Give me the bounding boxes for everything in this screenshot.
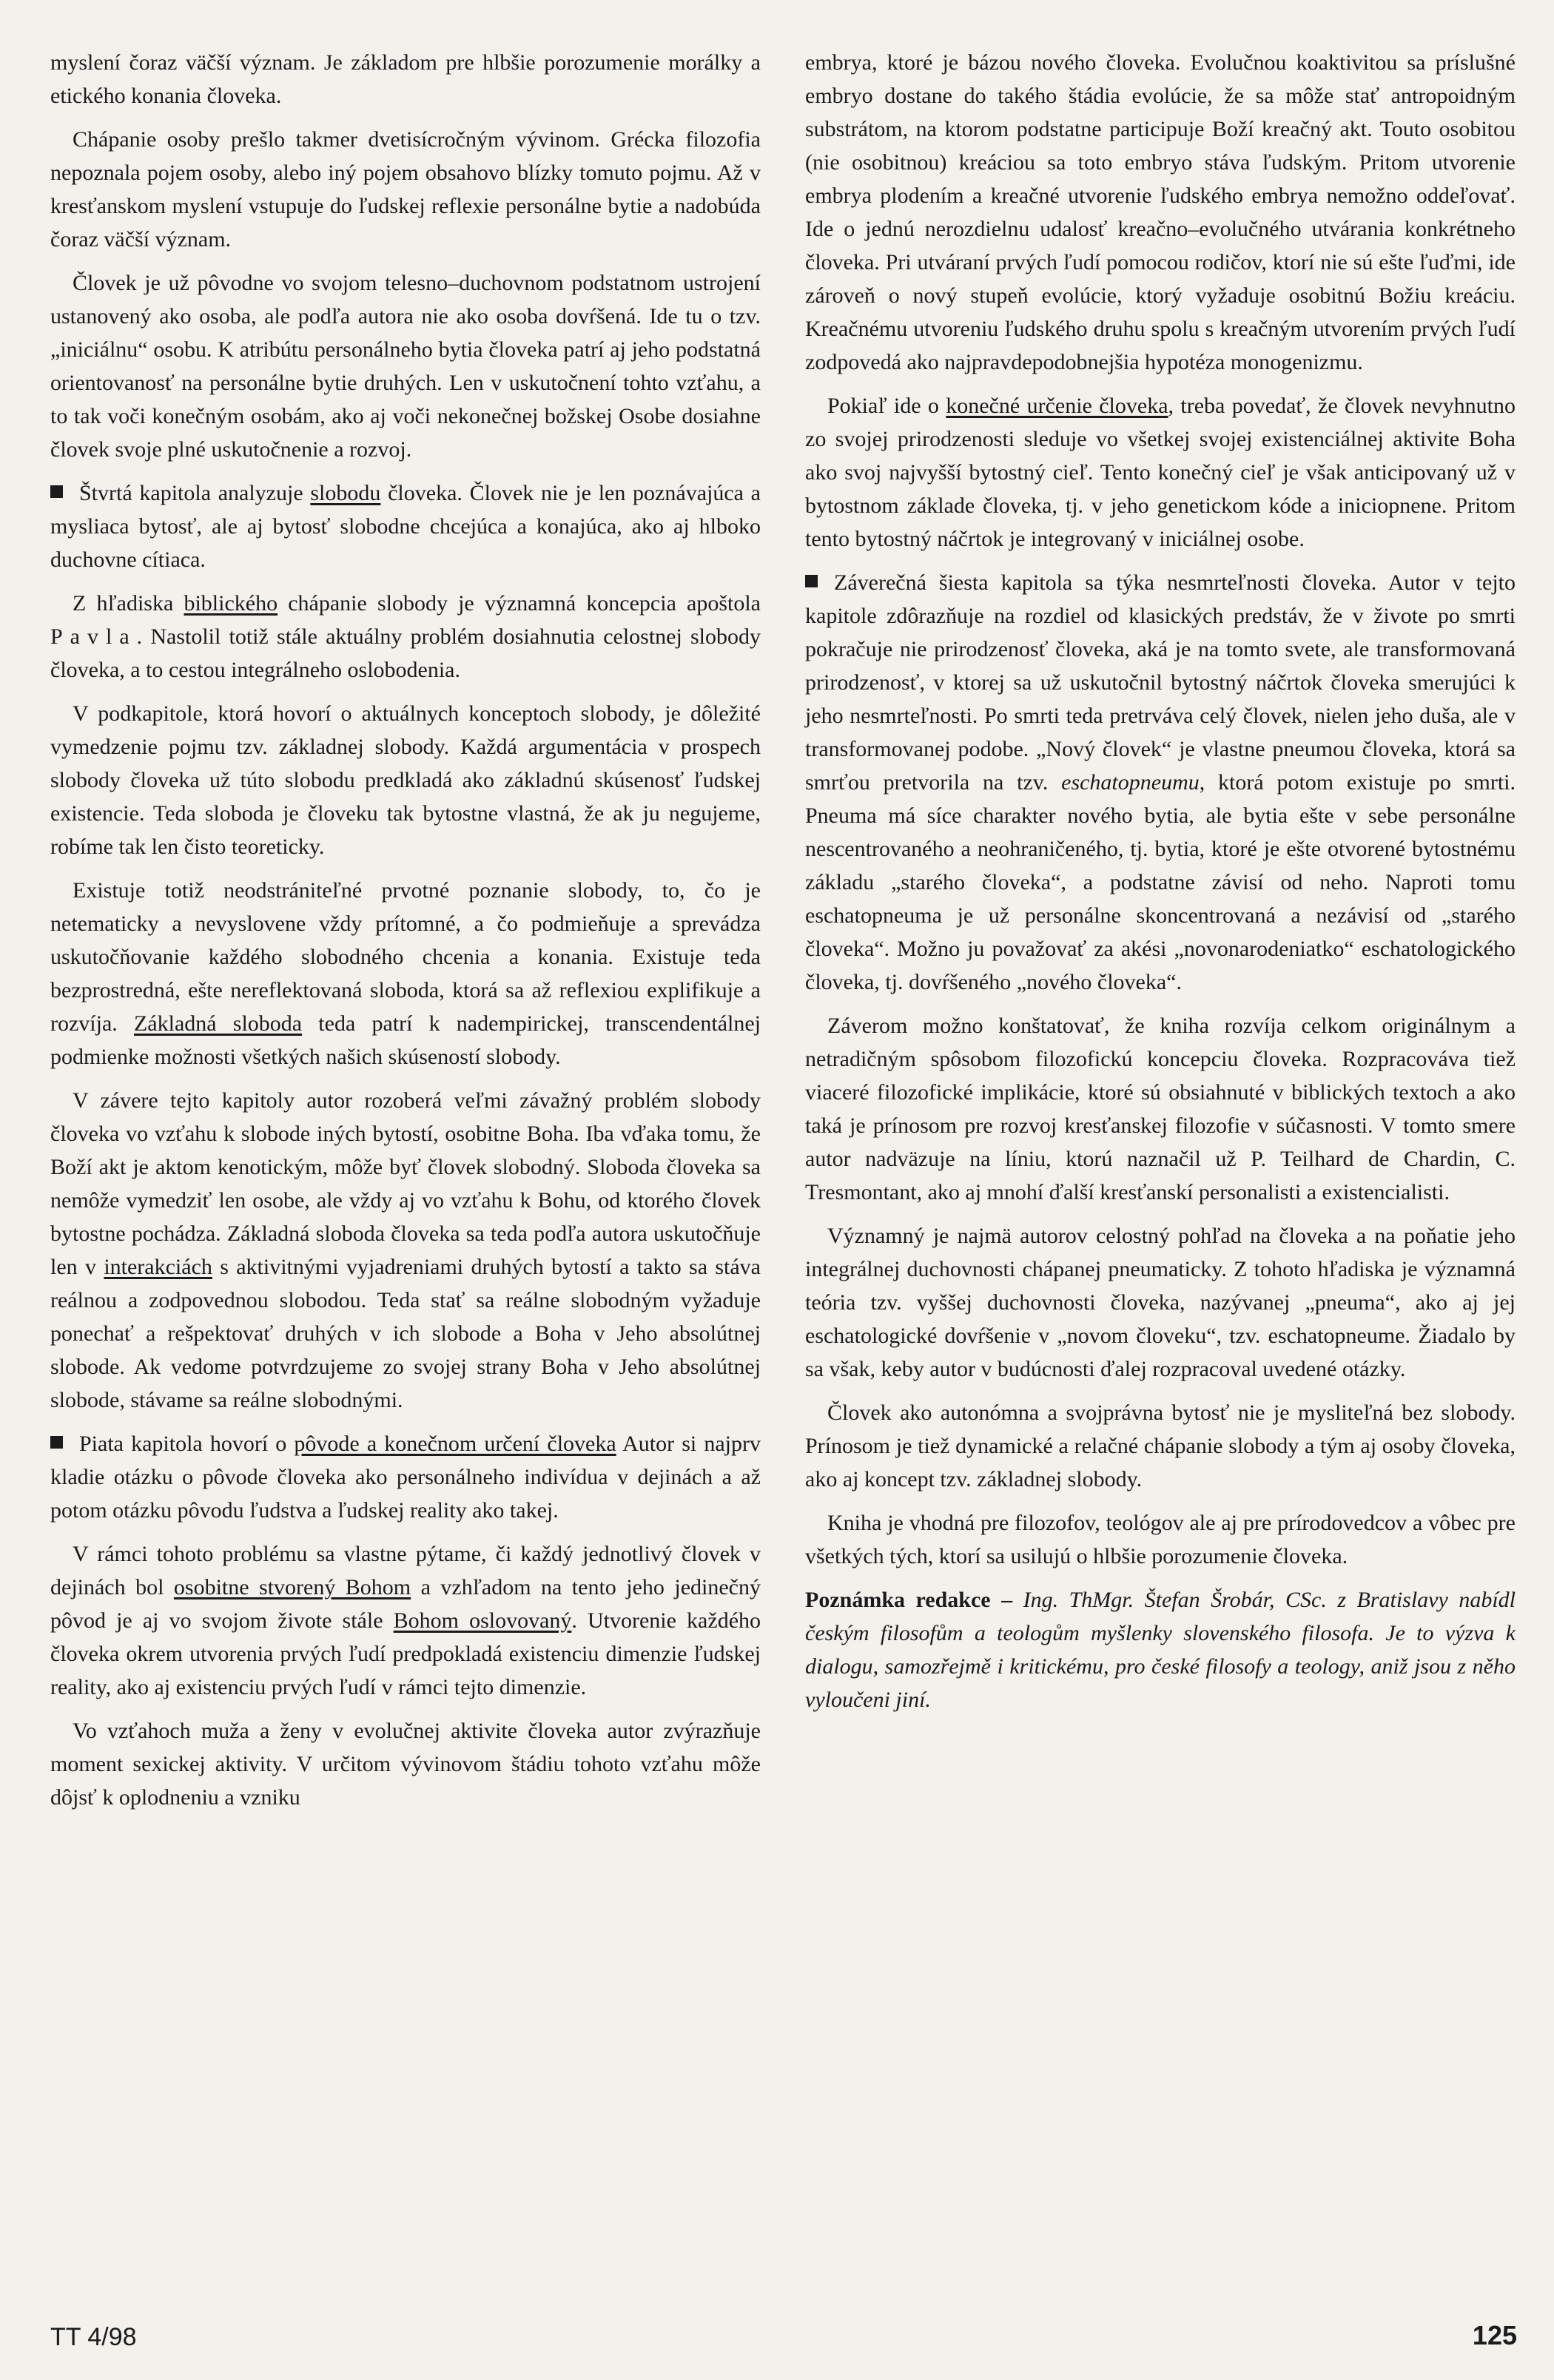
section-paragraph: Piata kapitola hovorí o pôvode a konečnom určení človeka Autor si najprv kladie otázku o pôvode človeka ako personálneho indivídua v dejinách a až potom otázku pôvodu ľudstva a ľudskej reality ako takej.	[50, 1432, 761, 1523]
editorial-note-label: Poznámka redakce –	[805, 1588, 1013, 1612]
paragraph: Kniha je vhodná pre filozofov, teológov ale aj pre prírodovedcov a vôbec pre všetkých tých, ktorí sa usilujú o hlbšie porozumenie človeka.	[805, 1511, 1516, 1568]
italic-term: eschatopneumu	[1061, 770, 1200, 795]
section-paragraph: Štvrtá kapitola analyzuje slobodu človeka. Človek nie je len poznávajúca a mysliaca bytosť, ale aj bytosť slobodne chcejúca a konajúca, ako aj hlboko duchovne cítiaca.	[50, 481, 761, 572]
underlined-term: slobodu	[310, 481, 381, 505]
paragraph: Človek je už pôvodne vo svojom telesno–duchovnom podstatnom ustrojení ustanovený ako osoba, ale podľa autora nie ako osoba dovŕšená. Ide tu o tzv. „iniciálnu“ osobu. K atribútu personálneho bytia človeka patrí aj jeho podstatná orientovanosť na personálne bytie druhých. Len v uskutočnení tohto vzťahu, a to tak voči konečným osobám, ako aj voči nekonečnej božskej Osobe dosiahne človek svoje plné uskutočnenie a rozvoj.	[50, 271, 761, 462]
underlined-term: biblického	[184, 591, 278, 616]
right-column	[805, 46, 1516, 1727]
paragraph: Pokiaľ ide o konečné určenie človeka, treba povedať, že človek nevyhnutno zo svojej prirodzenosti sleduje vo všetkej svojej existenciálnej aktivite Boha ako svoj najvyšší bytostný cieľ. Tento konečný cieľ je však anticipovaný už v bytostnom základe človeka, tj. v jeho genetickom kóde a iniciopnene. Pritom tento bytostný náčrtok je integrovaný v iniciálnej osobe.	[805, 394, 1516, 551]
underlined-term: pôvode a konečnom určení človeka	[294, 1432, 616, 1456]
underlined-term: Základná sloboda	[133, 1011, 303, 1036]
section-marker-icon	[50, 1436, 63, 1449]
issue-label: TT 4/98	[50, 2323, 137, 2351]
paragraph: V podkapitole, ktorá hovorí o aktuálnych konceptoch slobody, je dôležité vymedzenie pojmu tzv. základnej slobody. Každá argumentácia v prospech slobody človeka už túto slobodu predkladá ako základnú skúsenosť ľudskej existencie. Teda sloboda je človeku tak bytostne vlastná, že ak ju negujeme, robíme tak len čisto teoreticky.	[50, 701, 761, 859]
paragraph: Človek ako autonómna a svojprávna bytosť nie je mysliteľná bez slobody. Prínosom je tiež dynamické a relačné chápanie slobody a tým aj osoby človeka, ako aj koncept tzv. základnej slobody.	[805, 1400, 1516, 1491]
paragraph: V závere tejto kapitoly autor rozoberá veľmi závažný problém slobody človeka vo vzťahu k slobode iných bytostí, osobitne Boha. Iba vďaka tomu, že Boží akt je aktom kenotickým, môže byť človek slobodný. Sloboda človeka sa nemôže vymedziť len osobe, ale vždy aj vo vzťahu k Bohu, od ktorého človek bytostne pochádza. Základná sloboda človeka sa teda podľa autora uskutočňuje len v interakciách s aktivitnými vyjadreniami druhých bytostí a takto sa stáva reálnou a zodpovednou slobodou. Teda stať sa reálne slobodným vyžaduje ponechať a rešpektovať druhých v ich slobode a Boha v Jeho absolútnej slobode. Ak vedome potvrdzujeme zo svojej strany Boha v Jeho absolútnej slobode, stávame sa reálne slobodnými.	[50, 1088, 761, 1412]
paragraph: Z hľadiska biblického chápanie slobody je významná koncepcia apoštola Pavla. Nastolil totiž stále aktuálny problém dosiahnutia celostnej slobody človeka, a to cestou integrálneho oslobodenia.	[50, 591, 761, 682]
name-pavla: Pavla	[50, 624, 137, 649]
paragraph: V rámci tohoto problému sa vlastne pýtame, či každý jednotlivý človek v dejinách bol osobitne stvorený Bohom a vzhľadom na tento jeho jedinečný pôvod je aj vo svojom živote stále Bohom oslovovaný. Utvorenie každého človeka okrem utvorenia prvých ľudí predpokladá existenciu dimenzie ľudskej reality, ako aj existenciu prvých ľudí v rámci tejto dimenzie.	[50, 1542, 761, 1699]
section-marker-icon	[805, 575, 818, 587]
section-marker-icon	[50, 485, 63, 498]
section-paragraph: Záverečná šiesta kapitola sa týka nesmrteľnosti človeka. Autor v tejto kapitole zdôrazňuje na rozdiel od klasických predstáv, že v živote po smrti pokračuje nie prirodzenosť človeka, aká je na tomto svete, ale transformovaná prirodzenosť, v ktorej sa už uskutočnil bytostný náčrtok človeka smerujúci k jeho nesmrteľnosti. Po smrti teda pretrváva celý človek, nielen jeho duša, ale v transformovanej podobe. „Nový človek“ je vlastne pneumou človeka, ktorá sa smrťou pretvorila na tzv. eschatopneumu, ktorá potom existuje po smrti. Pneuma má síce charakter nového bytia, ale bytia ešte v sebe personálne nescentrovaného a neohraničeného, tj. bytia, ktoré je ešte otvorené bytostnému základu „starého človeka“, a podstatne závisí od neho. Naproti tomu eschatopneuma je už personálne skoncentrovaná a nezávisí od „starého človeka“. Možno ju považovať za akési „novonarodeniatko“ eschatologického človeka, tj. dovŕšeného „nového človeka“.	[805, 570, 1516, 994]
underlined-term: interakciách	[104, 1255, 212, 1279]
paragraph: Významný je najmä autorov celostný pohľad na človeka a na poňatie jeho integrálnej duchovnosti chápanej pneumaticky. Z tohoto hľadiska je významná teória tzv. vyššej duchovnosti človeka, nazývanej „pneuma“, ako aj jej eschatologické dovŕšenie v „novom človeku“, tzv. eschatopneume. Žiadalo by sa však, keby autor v budúcnosti ďalej rozpracoval uvedené otázky.	[805, 1224, 1516, 1381]
page-number: 125	[1472, 2320, 1517, 2350]
editorial-note: Poznámka redakce – Ing. ThMgr. Štefan Šrobár, CSc. z Bratislavy nabídl českým filosofům a teologům myšlenky slovenského filosofa. Je to výzva k dialogu, samozřejmě i kritickému, pro české filosofy a teology, aniž jsou z něho vyloučeni jiní.	[805, 1588, 1516, 1712]
paragraph: Vo vzťahoch muža a ženy v evolučnej aktivite človeka autor zvýrazňuje moment sexickej aktivity. V určitom vývinovom štádiu tohoto vzťahu môže dôjsť k oplodneniu a vzniku	[50, 1719, 761, 1810]
paragraph: Existuje totiž neodstrániteľné prvotné poznanie slobody, to, čo je netematicky a nevyslovene vždy prítomné, a čo podmieňuje a sprevádza uskutočňovanie každého slobodného chcenia a konania. Existuje teda bezprostredná, ešte nereflektovaná sloboda, ktorá sa až reflexiou explifikuje a rozvíja. Základná sloboda teda patrí k nadempirickej, transcendentálnej podmienke možnosti všetkých našich skúseností slobody.	[50, 878, 761, 1069]
underlined-term: konečné určenie človeka	[946, 394, 1168, 418]
paragraph: Záverom možno konštatovať, že kniha rozvíja celkom originálnym a netradičným spôsobom filozofickú koncepciu človeka. Rozpracováva tiež viaceré filozofické implikácie, ktoré sú obsiahnuté v biblických textoch a ako taká je prínosom pre rozvoj kresťanskej filozofie v súčasnosti. V tomto smere autor nadväzuje na líniu, ktorú naznačil už P. Teilhard de Chardin, C. Tresmontant, ako aj mnohí ďalší kresťanskí personalisti a existencialisti.	[805, 1014, 1516, 1204]
underlined-term: Bohom oslovovaný	[393, 1608, 572, 1633]
underlined-term: osobitne stvorený Bohom	[173, 1575, 411, 1599]
paragraph: Chápanie osoby prešlo takmer dvetisícročným vývinom. Grécka filozofia nepoznala pojem osoby, alebo iný pojem obsahovo blízky tomuto pojmu. Až v kresťanskom myslení vstupuje do ľudskej reflexie personálne bytie a nadobúda čoraz väčší význam.	[50, 127, 761, 252]
paragraph: embrya, ktoré je bázou nového človeka. Evolučnou koaktivitou sa príslušné embryo dostane do takého štádia evolúcie, že sa môže stať antropoidným substrátom, na ktorom podstatne participuje Boží kreačný akt. Touto osobitou (nie osobitnou) kreáciou sa toto embryo stáva ľudským. Pritom utvorenie embrya plodením a kreačné utvorenie ľudského embrya nemožno oddeľovať. Ide o jednú nerozdielnu udalosť kreačno–evolučného utvárania konkrétneho človeka. Pri utváraní prvých ľudí pomocou rodičov, ktorí nie sú ešte ľuďmi, ide zároveň o nový stupeň evolúcie, ktorý vyžaduje osobitnú Božiu kreáciu. Kreačnému utvoreniu ľudského druhu spolu s kreačným utvorením prvých ľudí zodpovedá ako najpravdepodobnejšia hypotéza monogenizmu.	[805, 50, 1516, 374]
paragraph: myslení čoraz väčší význam. Je základom pre hlbšie porozumenie morálky a etického konania človeka.	[50, 50, 761, 108]
left-column	[50, 46, 761, 1824]
